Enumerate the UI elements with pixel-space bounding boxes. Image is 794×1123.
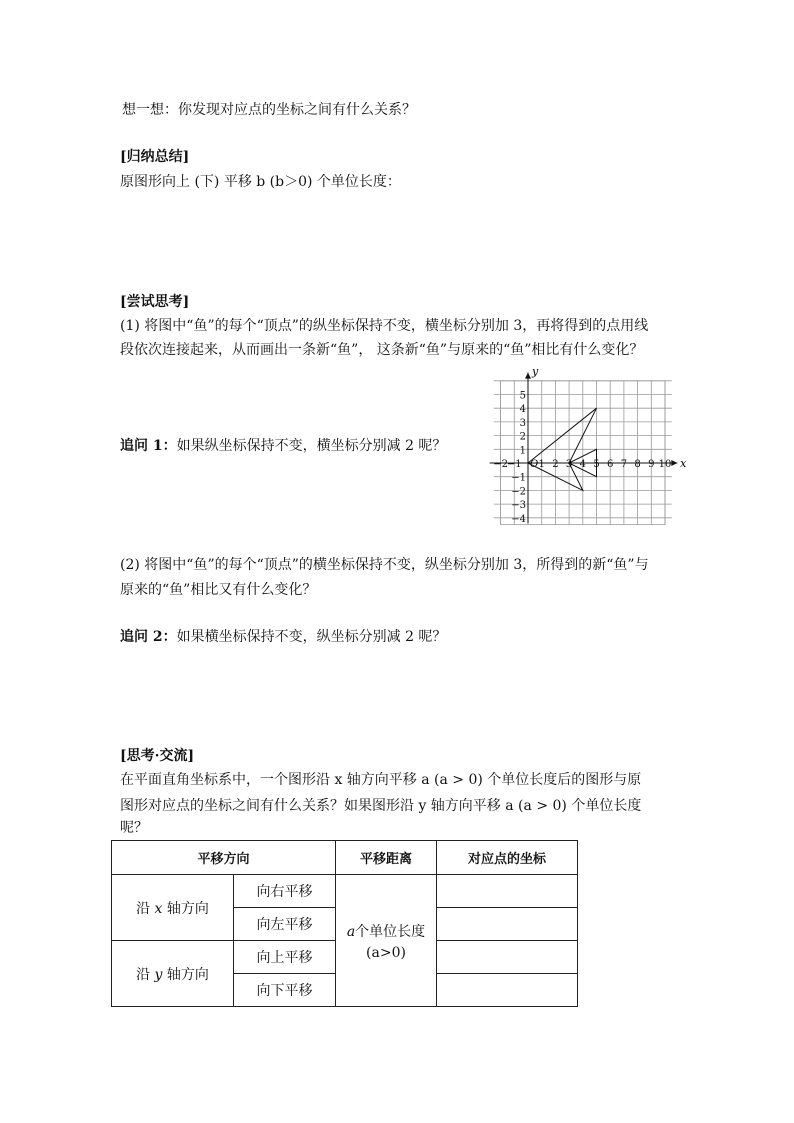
x-tick-label: 7 [620,459,628,470]
x-tick-label: 1 [538,459,545,470]
try-question-1-line-1: (1) 将图中“鱼”的每个“顶点”的纵坐标保持不变，横坐标分别加 3，再将得到的点用线 [120,318,649,334]
discuss-line-3: 呢？ [120,820,148,836]
x-tick-label: 4 [579,459,586,470]
y-tick-label: 3 [519,417,526,429]
coordinate-graph [486,364,686,528]
discuss-line-1: 在平面直角坐标系中，一个图形沿 x 轴方向平移 a (a > 0) 个单位长度后的图形与原 [120,772,642,788]
follow-up-2-label: 追问 2： [120,629,177,645]
answer-cell-up[interactable] [437,941,578,974]
y-axis-arrow [525,373,531,379]
follow-up-1-text: 如果纵坐标保持不变，横坐标分别减 2 呢？ [176,438,447,454]
fish-graph-svg [486,364,686,528]
y-tick-label: 2 [519,431,526,443]
x-tick-label: −1 [506,459,522,470]
origin-label: O [530,459,539,470]
cell-down: 向下平移 [234,974,336,1007]
translation-table [111,840,578,1007]
try-question-2-line-1: (2) 将图中“鱼”的每个“顶点”的横坐标保持不变，纵坐标分别加 3，所得到的新“鱼”与 [120,557,649,573]
cell-distance: a个单位长度 (a>0) [336,875,437,1007]
summary-heading: [归纳总结] [120,149,190,165]
x-tick-label: 5 [593,459,600,470]
x-tick-label: 8 [634,459,641,470]
follow-up-2 [120,627,446,647]
answer-cell-down[interactable] [437,974,578,1007]
header-direction: 平移方向 [112,841,336,875]
table-row [112,875,578,908]
try-question-1-line-2: 段依次连接起来，从而画出一条新“鱼”， 这条新“鱼”与原来的“鱼”相比有什么变化？ [120,342,644,358]
try-question-2-line-2: 原来的“鱼”相比又有什么变化？ [120,582,317,598]
discuss-heading: [思考·交流] [120,748,195,764]
y-tick-label: −2 [511,486,526,498]
x-tick-label: 9 [648,459,655,470]
x-tick-label: 3 [565,459,573,470]
think-question: 想一想：你发现对应点的坐标之间有什么关系？ [122,102,416,118]
x-tick-label: 2 [552,459,559,470]
try-heading: [尝试思考] [120,294,190,310]
answer-cell-left[interactable] [437,908,578,941]
discuss-line-2: 图形对应点的坐标之间有什么关系？如果图形沿 y 轴方向平移 a (a > 0) 个单位长度 [120,798,642,814]
y-axis-label: y [532,365,539,379]
summary-text: 原图形向上 (下) 平移 b (b＞0) 个单位长度： [120,174,401,190]
y-tick-label: −1 [511,472,526,484]
follow-up-2-text: 如果横坐标保持不变，纵坐标分别减 2 呢？ [176,629,447,645]
x-axis-arrow [671,460,677,466]
cell-left: 向左平移 [234,908,336,941]
header-coordinates: 对应点的坐标 [437,841,578,875]
x-axis-label: x [680,457,686,470]
cell-up: 向上平移 [234,941,336,974]
follow-up-1 [120,436,446,456]
cell-right: 向右平移 [234,875,336,908]
answer-cell-right[interactable] [437,875,578,908]
group-x-axis: 沿 x 轴方向 [112,875,234,941]
y-tick-label: 4 [519,404,526,416]
y-tick-label: −4 [511,513,526,525]
y-tick-label: 5 [519,390,526,402]
x-tick-label: −2 [493,459,508,470]
x-tick-label: 10 [658,459,672,470]
x-tick-label: 6 [607,459,614,470]
table-header-row [112,841,578,875]
y-tick-label: −3 [511,500,526,512]
y-tick-label: 1 [519,445,526,457]
group-y-axis: 沿 y 轴方向 [112,941,234,1007]
follow-up-1-label: 追问 1： [120,438,177,454]
header-distance: 平移距离 [336,841,437,875]
